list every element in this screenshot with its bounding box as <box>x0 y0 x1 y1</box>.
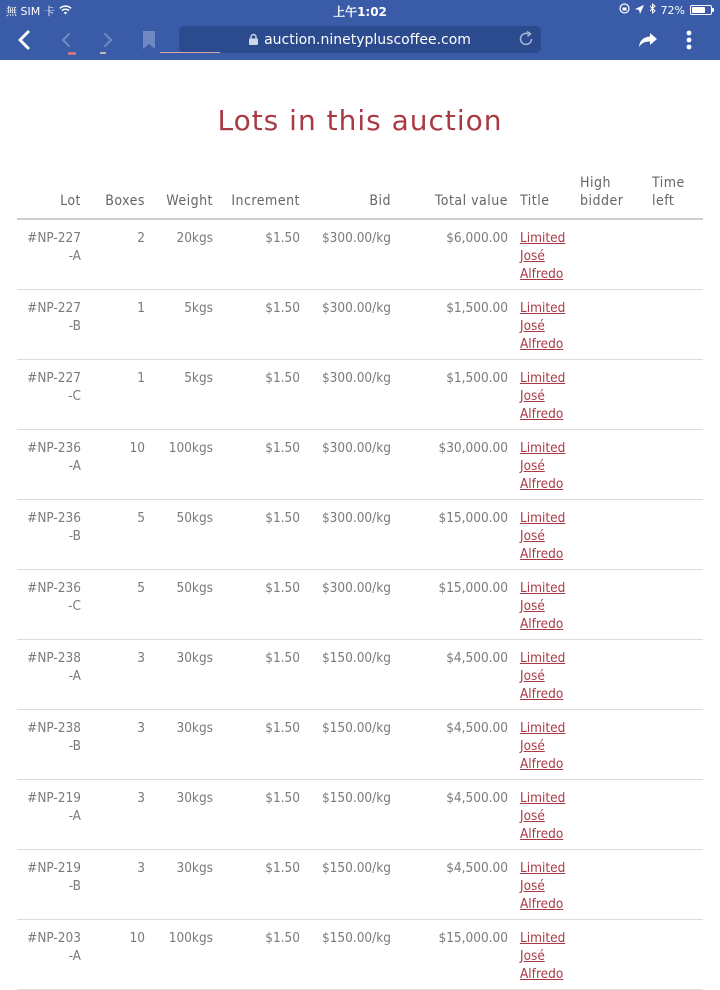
back-button[interactable] <box>6 20 42 60</box>
increment-cell: $1.50 <box>219 290 306 360</box>
lot-title-link[interactable]: Limited José Alfredo <box>520 370 566 422</box>
weight-cell: 100kgs <box>151 430 219 500</box>
title-cell <box>514 570 574 640</box>
more-vertical-icon <box>686 30 692 50</box>
increment-cell: $1.50 <box>219 850 306 920</box>
high-bidder-cell <box>574 219 646 290</box>
total-value-cell: $4,500.00 <box>397 710 514 780</box>
total-value-cell: $4,500.00 <box>397 780 514 850</box>
lot-title-link[interactable]: Limited José Alfredo <box>520 230 566 282</box>
table-row <box>17 219 703 290</box>
weight-cell: 30kgs <box>151 640 219 710</box>
column-header-lot[interactable]: Lot <box>17 174 87 219</box>
boxes-cell: 3 <box>87 780 151 850</box>
lot-title-link[interactable]: Limited José Alfredo <box>520 300 566 352</box>
high-bidder-cell <box>574 570 646 640</box>
table-row <box>17 290 703 360</box>
lots-table <box>17 174 703 990</box>
lot-title-link[interactable]: Limited José Alfredo <box>520 720 566 772</box>
title-cell <box>514 850 574 920</box>
high-bidder-cell <box>574 850 646 920</box>
url-text: auction.ninetypluscoffee.com <box>264 31 471 48</box>
table-row <box>17 780 703 850</box>
weight-cell: 30kgs <box>151 850 219 920</box>
lot-number: #NP-219-B <box>17 850 87 920</box>
increment-cell: $1.50 <box>219 570 306 640</box>
title-cell <box>514 360 574 430</box>
lot-title-link[interactable]: Limited José Alfredo <box>520 440 566 492</box>
total-value-cell: $15,000.00 <box>397 920 514 990</box>
lot-number: #NP-236-B <box>17 500 87 570</box>
title-cell <box>514 290 574 360</box>
total-value-cell: $6,000.00 <box>397 219 514 290</box>
time-left-cell <box>646 290 703 360</box>
reload-icon <box>517 30 535 48</box>
high-bidder-cell <box>574 430 646 500</box>
increment-cell: $1.50 <box>219 360 306 430</box>
lot-number: #NP-238-B <box>17 710 87 780</box>
chevron-left-icon <box>61 32 71 48</box>
weight-cell: 50kgs <box>151 570 219 640</box>
high-bidder-cell <box>574 640 646 710</box>
time-left-cell <box>646 850 703 920</box>
total-value-cell: $15,000.00 <box>397 570 514 640</box>
orientation-lock-icon <box>619 3 630 17</box>
bid-cell: $300.00/kg <box>306 430 397 500</box>
title-cell <box>514 500 574 570</box>
bid-cell: $150.00/kg <box>306 710 397 780</box>
table-row <box>17 640 703 710</box>
boxes-cell: 1 <box>87 290 151 360</box>
location-icon <box>635 4 644 17</box>
chevron-right-icon <box>103 32 113 48</box>
time-left-cell <box>646 780 703 850</box>
lot-number: #NP-227-A <box>17 219 87 290</box>
bookmark-icon <box>143 31 155 49</box>
time-left-cell <box>646 500 703 570</box>
table-row <box>17 710 703 780</box>
time-left-cell <box>646 219 703 290</box>
lot-number: #NP-227-B <box>17 290 87 360</box>
title-cell <box>514 219 574 290</box>
time-left-cell <box>646 570 703 640</box>
lot-title-link[interactable]: Limited José Alfredo <box>520 790 566 842</box>
weight-cell: 30kgs <box>151 710 219 780</box>
bid-cell: $150.00/kg <box>306 850 397 920</box>
lot-number: #NP-227-C <box>17 360 87 430</box>
boxes-cell: 10 <box>87 920 151 990</box>
high-bidder-cell <box>574 920 646 990</box>
column-header-weight[interactable]: Weight <box>151 174 219 219</box>
table-row <box>17 570 703 640</box>
weight-cell: 5kgs <box>151 290 219 360</box>
lot-number: #NP-236-A <box>17 430 87 500</box>
weight-cell: 50kgs <box>151 500 219 570</box>
weight-cell: 5kgs <box>151 360 219 430</box>
page-title: Lots in this auction <box>217 104 503 137</box>
weight-cell: 20kgs <box>151 219 219 290</box>
bid-cell: $150.00/kg <box>306 640 397 710</box>
status-right <box>619 3 712 17</box>
weight-cell: 30kgs <box>151 780 219 850</box>
title-cell <box>514 430 574 500</box>
time-left-cell <box>646 360 703 430</box>
total-value-cell: $30,000.00 <box>397 430 514 500</box>
boxes-cell: 10 <box>87 430 151 500</box>
page-content <box>0 60 720 982</box>
increment-cell: $1.50 <box>219 500 306 570</box>
boxes-cell: 5 <box>87 500 151 570</box>
column-header-title[interactable]: Title <box>514 174 574 219</box>
bid-cell: $300.00/kg <box>306 219 397 290</box>
clock: 上午1:02 <box>333 5 387 19</box>
column-header-high-bidder[interactable]: High bidder <box>574 174 646 219</box>
increment-cell: $1.50 <box>219 920 306 990</box>
share-button[interactable] <box>630 20 666 60</box>
title-cell <box>514 920 574 990</box>
increment-cell: $1.50 <box>219 780 306 850</box>
table-row <box>17 920 703 990</box>
table-row <box>17 360 703 430</box>
boxes-cell: 1 <box>87 360 151 430</box>
boxes-cell: 3 <box>87 850 151 920</box>
lot-title-link[interactable]: Limited José Alfredo <box>520 580 566 632</box>
column-header-total-value[interactable]: Total value <box>397 174 514 219</box>
table-header-row <box>17 174 703 219</box>
lot-number: #NP-238-A <box>17 640 87 710</box>
table-row <box>17 850 703 920</box>
battery-fill <box>692 7 705 13</box>
high-bidder-cell <box>574 360 646 430</box>
time-left-cell <box>646 640 703 710</box>
lot-title-link[interactable]: Limited José Alfredo <box>520 930 566 982</box>
high-bidder-cell <box>574 500 646 570</box>
total-value-cell: $15,000.00 <box>397 500 514 570</box>
more-menu-button[interactable] <box>671 20 707 60</box>
total-value-cell: $1,500.00 <box>397 360 514 430</box>
lock-icon <box>249 34 258 45</box>
status-bar <box>0 0 720 20</box>
total-value-cell: $4,500.00 <box>397 640 514 710</box>
reload-button[interactable] <box>517 30 535 52</box>
time-left-cell <box>646 710 703 780</box>
column-header-bid[interactable]: Bid <box>306 174 397 219</box>
time-left-cell <box>646 920 703 990</box>
high-bidder-cell <box>574 780 646 850</box>
high-bidder-cell <box>574 710 646 780</box>
title-cell <box>514 710 574 780</box>
lot-number: #NP-219-A <box>17 780 87 850</box>
high-bidder-cell <box>574 290 646 360</box>
increment-cell: $1.50 <box>219 640 306 710</box>
column-header-boxes[interactable]: Boxes <box>87 174 151 219</box>
column-header-increment[interactable]: Increment <box>219 174 306 219</box>
bid-cell: $300.00/kg <box>306 570 397 640</box>
bid-cell: $300.00/kg <box>306 360 397 430</box>
address-bar[interactable] <box>179 26 541 53</box>
battery-percent: 72% <box>660 3 685 17</box>
battery-icon <box>690 5 712 15</box>
increment-cell: $1.50 <box>219 430 306 500</box>
total-value-cell: $1,500.00 <box>397 290 514 360</box>
table-row <box>17 500 703 570</box>
lot-number: #NP-236-C <box>17 570 87 640</box>
lot-title-link[interactable]: Limited José Alfredo <box>520 650 566 702</box>
bid-cell: $150.00/kg <box>306 780 397 850</box>
weight-cell: 100kgs <box>151 920 219 990</box>
increment-cell: $1.50 <box>219 710 306 780</box>
bluetooth-icon <box>649 3 656 17</box>
title-cell <box>514 640 574 710</box>
bid-cell: $300.00/kg <box>306 500 397 570</box>
time-left-cell <box>646 430 703 500</box>
total-value-cell: $4,500.00 <box>397 850 514 920</box>
boxes-cell: 5 <box>87 570 151 640</box>
boxes-cell: 2 <box>87 219 151 290</box>
title-cell <box>514 780 574 850</box>
column-header-time-left[interactable]: Time left <box>646 174 703 219</box>
bid-cell: $300.00/kg <box>306 290 397 360</box>
share-arrow-icon <box>638 32 658 48</box>
lot-title-link[interactable]: Limited José Alfredo <box>520 510 566 562</box>
boxes-cell: 3 <box>87 710 151 780</box>
increment-cell: $1.50 <box>219 219 306 290</box>
carrier-label: 無 SIM 卡 <box>6 5 55 18</box>
lots-table-body <box>17 219 703 990</box>
boxes-cell: 3 <box>87 640 151 710</box>
back-arrow-icon <box>17 30 31 50</box>
lot-number: #NP-203-A <box>17 920 87 990</box>
bid-cell: $150.00/kg <box>306 920 397 990</box>
table-row <box>17 430 703 500</box>
cut-off-navigation-sliver <box>40 52 220 62</box>
lot-title-link[interactable]: Limited José Alfredo <box>520 860 566 912</box>
